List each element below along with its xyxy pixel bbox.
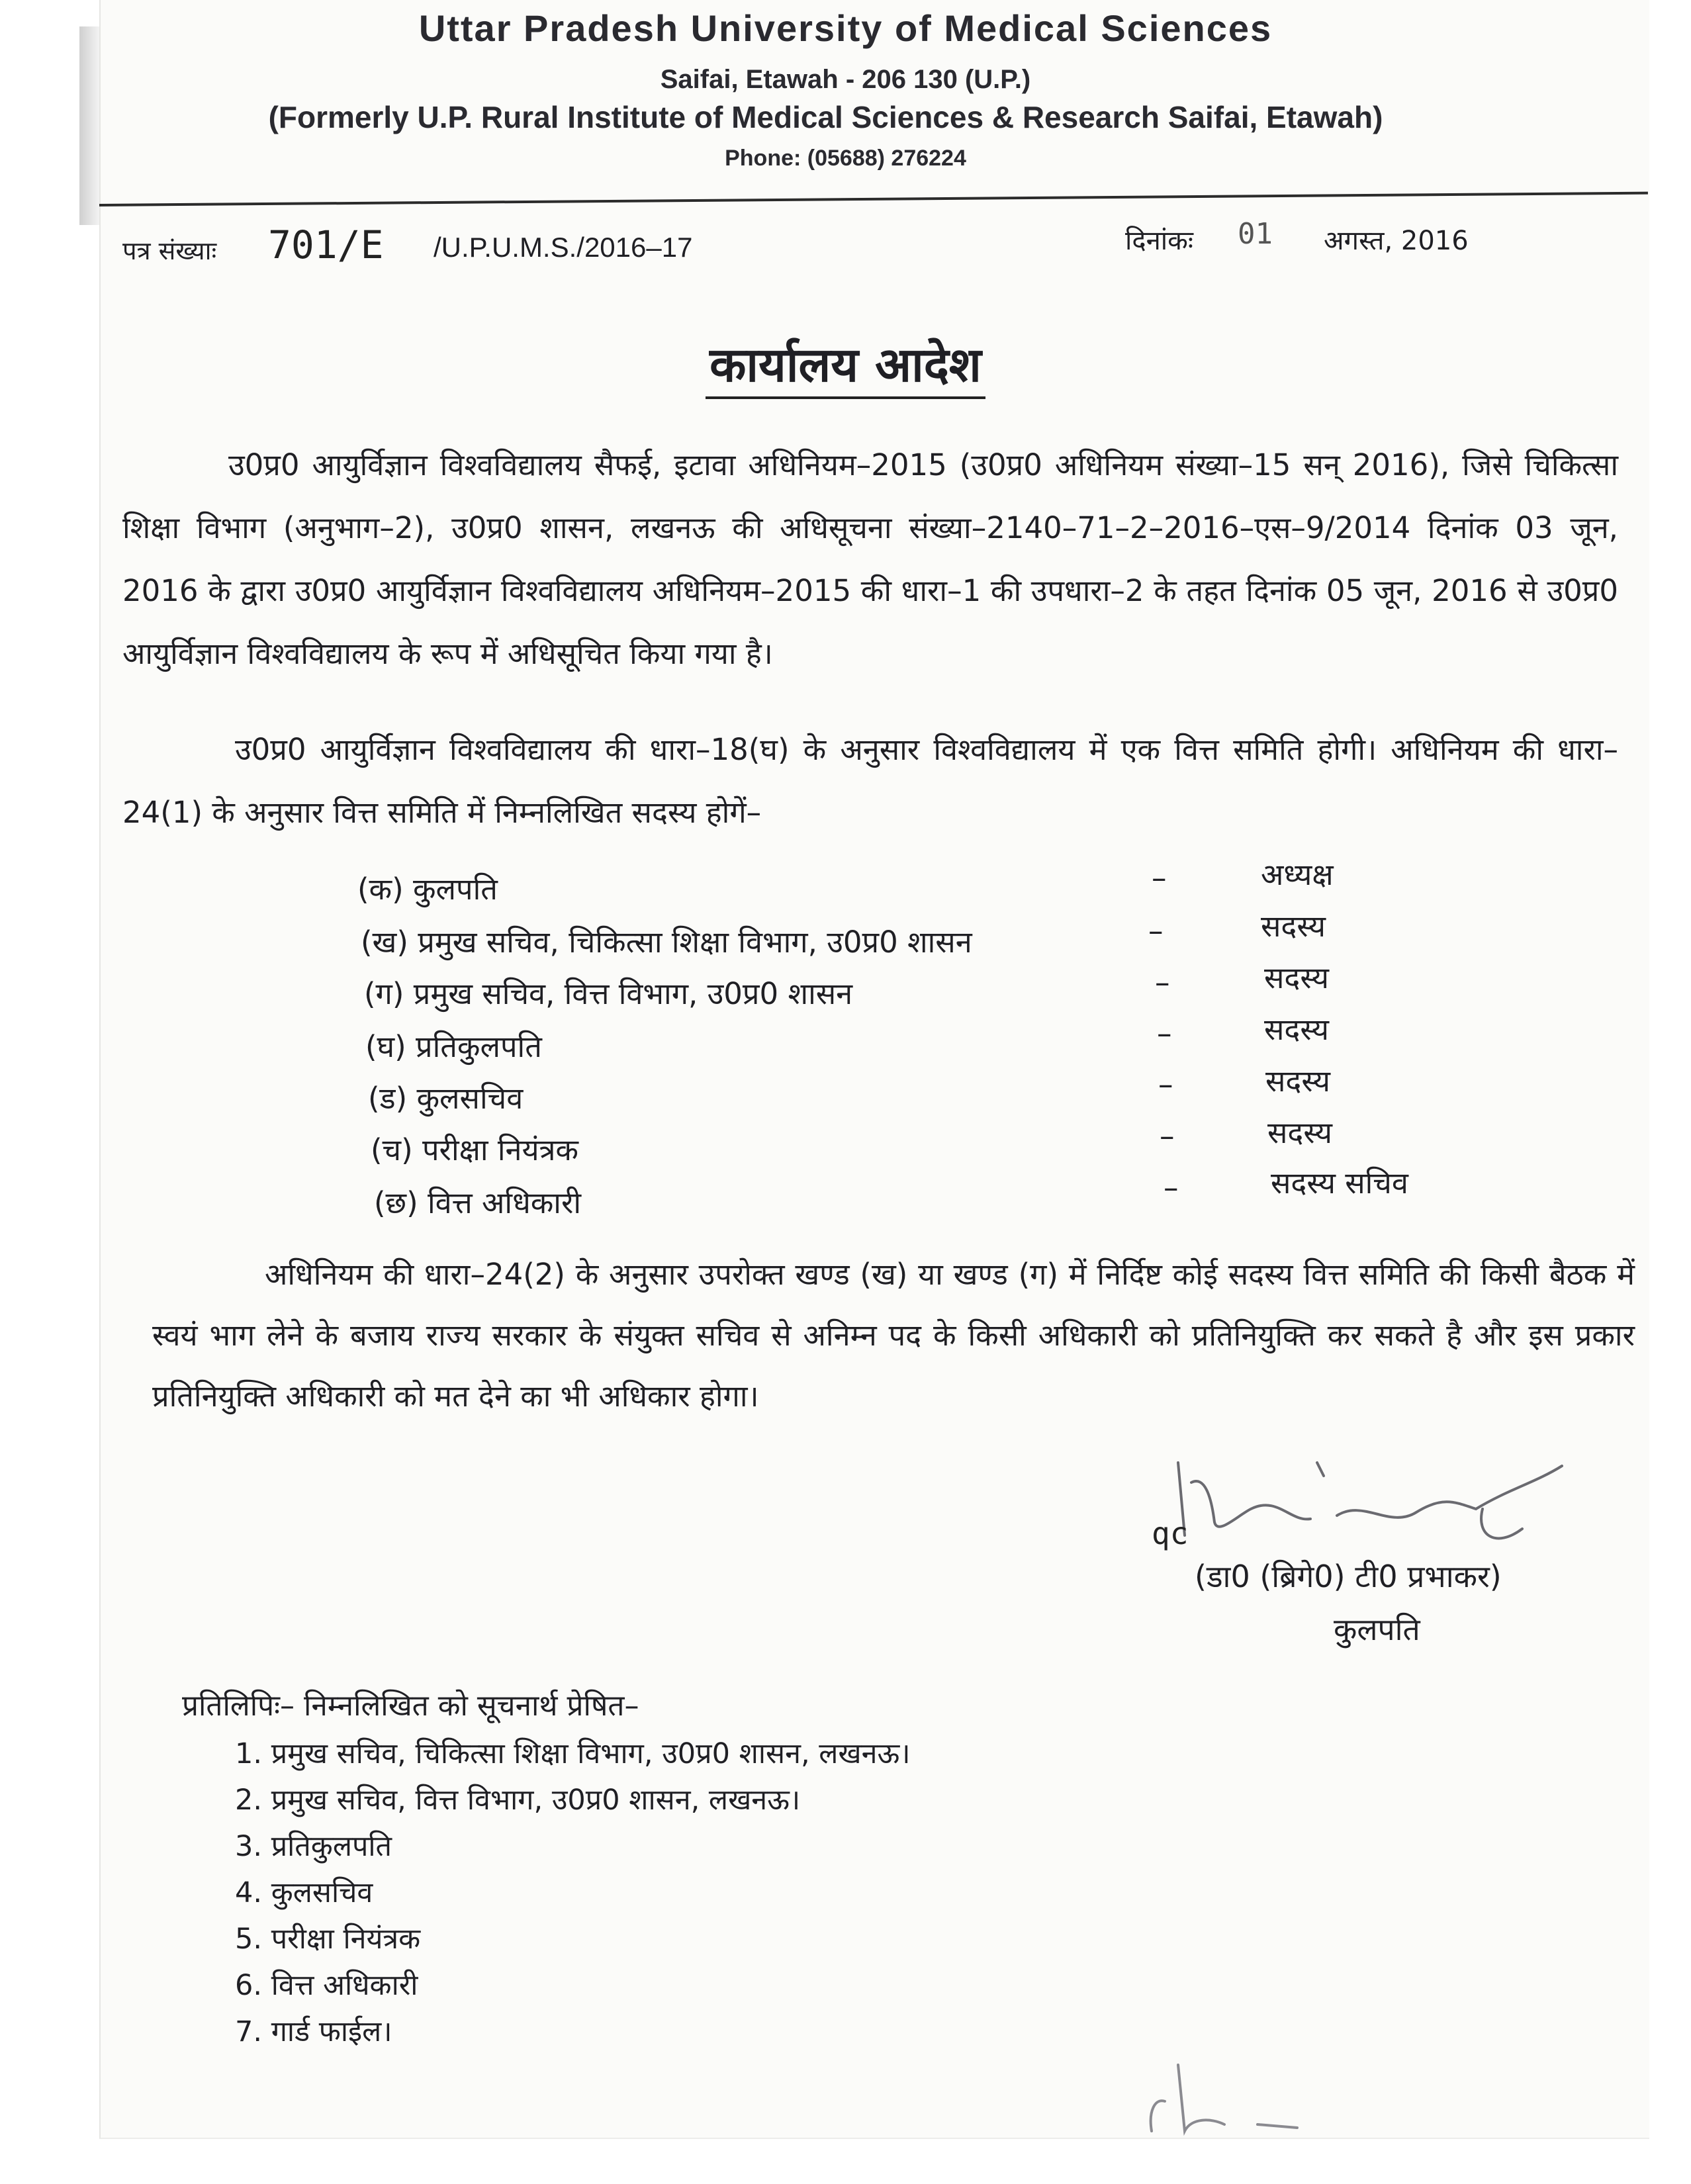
signatory-name: (डा0 (ब्रिगे0) टी0 प्रभाकर) xyxy=(1195,1559,1502,1594)
list-item: 1. प्रमुख सचिव, चिकित्सा शिक्षा विभाग, उ0प्र0 शासन, लखनऊ। xyxy=(235,1737,911,1770)
document-page xyxy=(99,0,1649,2139)
phone-number: Phone: (05688) 276224 xyxy=(725,146,966,171)
member-dash: – xyxy=(1164,1170,1179,1205)
member-dash: – xyxy=(1152,860,1167,895)
member-name: (ख) प्रमुख सचिव, चिकित्सा शिक्षा विभाग, उ0प्र0 शासन xyxy=(361,925,972,960)
member-role: सदस्य xyxy=(1265,1064,1330,1099)
university-address: Saifai, Etawah - 206 130 (U.P.) xyxy=(660,65,1031,94)
member-role: सदस्य xyxy=(1267,1115,1332,1150)
bottom-initial-scribble xyxy=(1125,2052,1324,2138)
ref-number-handwritten: 701/E xyxy=(268,222,384,267)
list-item: 4. कुलसचिव xyxy=(235,1876,373,1909)
list-item: 2. प्रमुख सचिव, वित्त विभाग, उ0प्र0 शासन, लखनऊ। xyxy=(235,1784,801,1817)
member-role: सदस्य xyxy=(1264,1012,1329,1047)
member-dash: – xyxy=(1157,1016,1172,1051)
former-name: (Formerly U.P. Rural Institute of Medical Sciences & Research Saifai, Etawah) xyxy=(268,100,1383,134)
paragraph-2: उ0प्र0 आयुर्विज्ञान विश्वविद्यालय की धारा–18(घ) के अनुसार विश्वविद्यालय में एक वित्त समिति होगी। अधिनियम की धारा–24(1) के अनुसार वित्त समिति में निम्नलिखित सदस्य होगें– xyxy=(122,732,1618,830)
paragraph-1: उ0प्र0 आयुर्विज्ञान विश्वविद्यालय सैफई, इटावा अधिनियम–2015 (उ0प्र0 अधिनियम संख्या–15 सन् 2016), जिसे चिकित्सा शिक्षा विभाग (अनुभाग–2), उ0प्र0 शासन, लखनऊ की अधिसूचना संख्या–2140–71–2–2016–एस–9/2014 दिनांक 03 जून, 2016 के द्वारा उ0प्र0 आयुर्विज्ञान विश्वविद्यालय अधिनियम–2015 की धारा–1 की उपधारा–2 के तहत दिनांक 05 जून, 2016 से उ0प्र0 आयुर्विज्ञान विश्वविद्यालय के रूप में अधिसूचित किया गया है। xyxy=(122,447,1618,671)
date-rest: अगस्त, 2016 xyxy=(1324,226,1469,256)
member-name: (घ) प्रतिकुलपति xyxy=(365,1029,542,1064)
member-dash: – xyxy=(1148,913,1164,948)
signatory-designation: कुलपति xyxy=(1334,1612,1420,1647)
member-name: (छ) वित्त अधिकारी xyxy=(374,1185,582,1220)
member-name: (क) कुलपति xyxy=(357,872,498,907)
university-name: Uttar Pradesh University of Medical Sciences xyxy=(418,7,1273,49)
member-dash: – xyxy=(1158,1067,1173,1102)
member-name: (च) परीक्षा नियंत्रक xyxy=(371,1132,578,1167)
member-role: सदस्य xyxy=(1264,960,1329,995)
signature-scribble xyxy=(1165,1436,1575,1569)
ref-suffix: /U.P.U.M.S./2016–17 xyxy=(434,232,693,263)
ref-label: पत्र संख्याः xyxy=(122,236,217,265)
date-day-handwritten: 01 xyxy=(1238,217,1273,251)
member-role: सदस्य xyxy=(1261,909,1326,944)
date-label: दिनांकः xyxy=(1125,226,1193,256)
paragraph-3: अधिनियम की धारा–24(2) के अनुसार उपरोक्त खण्ड (ख) या खण्ड (ग) में निर्दिष्ट कोई सदस्य वित्त समिति की किसी बैठक में स्वयं भाग लेने के बजाय राज्य सरकार के संयुक्त सचिव से अनिम्न पद के किसी अधिकारी को प्रतिनियुक्ति कर सकते है और इस प्रकार प्रतिनियुक्ति अधिकारी को मत देने का भी अधिकार होगा। xyxy=(152,1257,1635,1414)
member-role: अध्यक्ष xyxy=(1261,857,1334,892)
list-item: 3. प्रतिकुलपति xyxy=(235,1830,392,1863)
list-item: 5. परीक्षा नियंत्रक xyxy=(235,1923,421,1956)
member-name: (ग) प्रमुख सचिव, वित्त विभाग, उ0प्र0 शासन xyxy=(364,976,853,1011)
member-role: सदस्य सचिव xyxy=(1271,1165,1408,1201)
copy-heading: प्रतिलिपिः– निम्नलिखित को सूचनार्थ प्रेषित– xyxy=(182,1689,639,1723)
member-dash: – xyxy=(1160,1118,1175,1154)
signature-initials: qc xyxy=(1152,1516,1189,1551)
order-title xyxy=(0,331,1691,396)
order-title-text: कार्यालय आदेश xyxy=(706,337,985,399)
list-item: 6. वित्त अधिकारी xyxy=(235,1969,418,2002)
list-item: 7. गार्ड फाईल। xyxy=(235,2015,392,2048)
member-name: (ड) कुलसचिव xyxy=(368,1081,524,1116)
member-dash: – xyxy=(1155,965,1170,1000)
